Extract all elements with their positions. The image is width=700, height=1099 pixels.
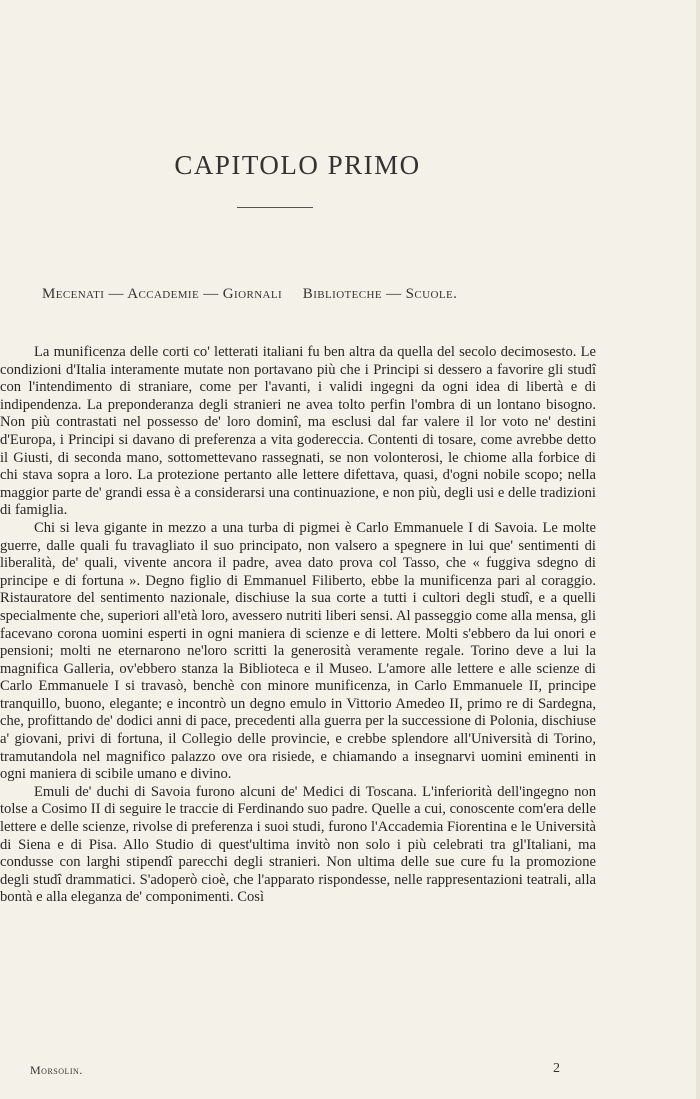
title-divider — [237, 207, 313, 208]
paragraph: Emuli de' duchi di Savoia furono alcuni de' Medici di Toscana. L'inferiorità dell'ingegno non tolse a Cosimo II di seguire le traccie di Ferdinando suo padre. Quelle a cui, conoscente com'era delle lettere e delle scienze, rivolse di preferenza i suoi studi, furono l'Accademia Fiorentina e le Università di Siena e di Pisa. Allo Studio di quest'ultima invitò non solo i più celebrati tra gl'Italiani, ma condusse con larghi stipendî parecchi degli stranieri. Non ultima delle sue cure fu la promozione degli studî drammatici. S'adoperò cioè, che l'apparato rispondesse, nelle rappresentazioni teatrali, alla bontà e alla eleganza de' componimenti. Così — [0, 783, 596, 906]
chapter-title: CAPITOLO PRIMO — [174, 150, 421, 180]
footer-signature: Morsolin. — [30, 1063, 83, 1077]
subtitle-text: Mecenati — Accademie — Giornali Biblioteche — Scuole. — [42, 286, 458, 302]
page-edge — [696, 0, 700, 1099]
paragraph: Chi si leva gigante in mezzo a una turba di pigmei è Carlo Emmanuele I di Savoia. Le molte guerre, dalle quali fu travagliato il suo principato, non valsero a spegnere in lui que' sentimenti di liberalità, de' quali, vivente ancora il padre, avea dato prova col Tasso, che « fuggiva sdegno di principe e di fortuna ». Degno figlio di Emmanuel Filiberto, ebbe la munificenza pari al coraggio. Ristauratore del sentimento nazionale, dischiuse la sua corte a tutti i cultori degli studî, e a quelli specialmente che, superiori all'età loro, avessero nutriti liberi sensi. Al passeggio come alla mensa, gli facevano corona uomini esperti in ogni maniera di scienze e di lettere. Molti s'ebbero da lui onori e pensioni; molti ne eternarono ne'loro scritti la generosità veramente regale. Torino deve a lui la magnifica Galleria, ov'ebbero stanza la Biblioteca e il Museo. L'amore alle lettere e alle scienze di Carlo Emmanuele I si travasò, benchè con minore munificenza, in Carlo Emmanuele II, principe tranquillo, buono, elegante; e incontrò un degno emulo in Vittorio Amedeo II, primo re di Sardegna, che, profittando de' dodici anni di pace, precedenti alla guerra per la successione di Polonia, dischiuse a' giovani, privi di fortuna, il Collegio delle provincie, e crebbe splendore all'Università di Torino, tramutandola nel magnifico palazzo ove ora risiede, e chiamando a insegnarvi uomini eminenti in ogni maniera di scibile umano e divino. — [0, 519, 596, 783]
chapter-subtitle — [42, 286, 582, 303]
body-text — [0, 344, 596, 907]
paragraph: La munificenza delle corti co' letterati italiani fu ben altra da quella del secolo decimosesto. Le condizioni d'Italia interamente mutate non portavano più che i Principi si dessero a favorire gli studî con l'intendimento di straniare, come per l'avanti, i validi ingegni da ogni idea di libertà e di indipendenza. La preponderanza degli stranieri ne avea tolto perfin l'ombra di un lontano bisogno. Non più contrastati nel possesso de' loro dominî, ma esclusi dal far valere il lor voto ne' destini d'Europa, i Principi si davano di preferenza a vita godereccia. Contenti di tosare, come avrebbe detto il Giusti, di seconda mano, sottomettevano rassegnati, se non volonterosi, le chiome alla forbice di chi stava sopra a loro. La protezione pertanto alle lettere difettava, quasi, d'ogni nobile scopo; nella maggior parte de' grandi essa è a considerarsi una continuazione, e non più, degli usi e delle tradizioni di famiglia. — [0, 344, 596, 519]
page-number: 2 — [553, 1061, 560, 1076]
